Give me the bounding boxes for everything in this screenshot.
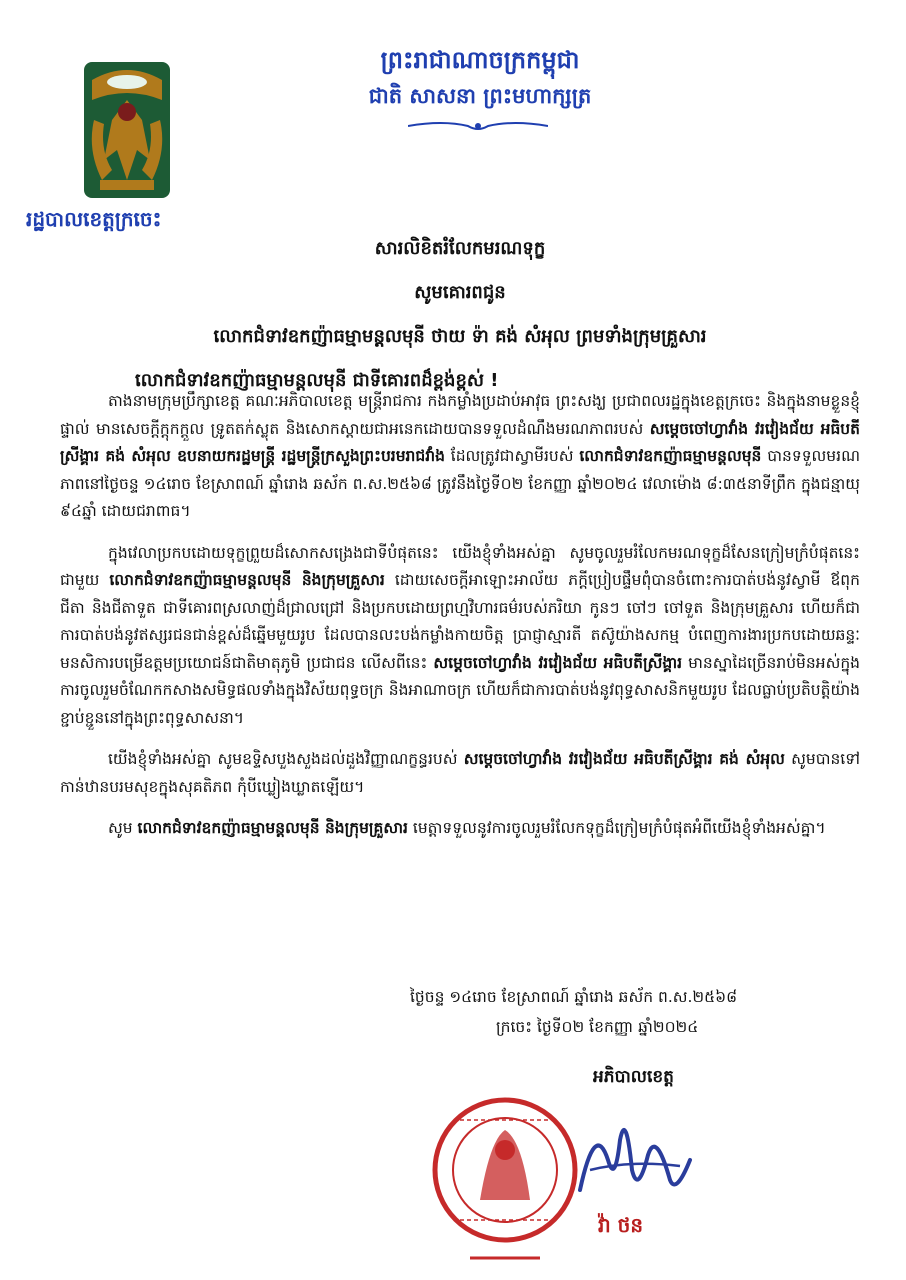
- lunar-date: ថ្ងៃចន្ទ ១៤រោច ខែស្រាពណ៍ ឆ្នាំរោង ឆស័ក ព.ស.២៥៦៨: [410, 988, 738, 1006]
- official-seal-icon: [430, 1080, 580, 1280]
- date-block: [410, 982, 737, 1042]
- bold-run: លោកជំទាវឧកញ៉ាធម្មាមន្តលមុនី និងក្រុមគ្រួសារ: [137, 819, 408, 837]
- paragraph-3: [60, 746, 860, 801]
- text-run: មានស្នាដៃច្រើនរាប់មិនអស់ក្នុងការចូលរួមចំណែកកសាងសមិទ្ធផលទាំងក្នុងវិស័យពុទ្ធចក្រ និងអាណាចក្រ ហើយក៏ជាការបាត់បង់នូវពុទ្ធសាសនិកមួយរូប ដែលធ្លាប់ប្រតិបត្តិយ៉ាងខ្ជាប់ខ្ជួននៅក្នុងព្រះពុទ្ធសាសនា។: [60, 653, 860, 727]
- text-run: តាងនាមក្រុមប្រឹក្សាខេត្ត គណៈអភិបាលខេត្ត មន្ត្រីរាជការ កងកម្លាំងប្រដាប់អាវុធ ព្រះសង្ឃ ប្រជាពលរដ្ឋក្នុងខេត្តក្រចេះ និងក្នុងនាមខ្លួនខ្ញុំផ្ទាល់ មានសេចក្តីក្តុកក្តួល ទ្រូតតក់ស្លុត និងសោកស្តាយជាអនេកដោយបានទទួលដំណឹងមរណភាពរបស់: [60, 392, 860, 438]
- respectfully-to: សូមគោរពជូន: [414, 282, 506, 303]
- kingdom-name: ព្រះរាជាណាចក្រកម្ពុជា: [380, 46, 580, 74]
- text-run: ដែលត្រូវជាស្វាមីរបស់: [444, 447, 580, 465]
- text-run: មេត្តាទទួលនូវការចូលរួមរំលែកទុក្ខដ៏ក្រៀមក្រំបំផុតអំពីយើងខ្ញុំទាំងអស់គ្នា។: [407, 819, 826, 837]
- paragraph-4: [60, 815, 860, 843]
- bold-run: សម្តេចចៅហ្វាវាំង វរវៀងជ័យ អធិបតីស្រីង្គារ: [433, 653, 683, 672]
- signature-icon: [560, 1100, 700, 1210]
- province-emblem-icon: [82, 60, 172, 200]
- text-run: សូម: [108, 819, 138, 837]
- kingdom-motto: [300, 42, 660, 114]
- governor-title: អភិបាលខេត្ត: [593, 1067, 674, 1087]
- paragraph-1: [60, 388, 860, 526]
- bold-run: លោកជំទាវឧកញ៉ាធម្មាមន្តលមុនី និងក្រុមគ្រួសារ: [109, 571, 385, 589]
- nation-religion-king: ជាតិ សាសនា ព្រះមហាក្សត្រ: [368, 84, 592, 108]
- recipient-line: លោកជំទាវឧកញ៉ាធម្មាមន្ត្តលមុនី ថាយ ទ៉ា គង់ សំអុល ព្រមទាំងក្រុមគ្រួសារ: [213, 326, 707, 347]
- text-run: សូមបានទៅកាន់ឋានបរមសុខក្នុងសុគតិភព កុំបីឃ្លៀងឃ្លាតឡើយ។: [60, 750, 860, 796]
- province-administration-label: រដ្ឋបាលខេត្តក្រចេះ: [26, 207, 162, 231]
- document-title: សារលិខិតរំលែកមរណទុក្ខ: [374, 238, 546, 259]
- signatory-name: វ៉ា ថន: [598, 1213, 644, 1237]
- paragraph-2: [60, 540, 860, 733]
- bold-run: លោកជំទាវឧកញ៉ាធម្មាមន្តលមុនី: [579, 447, 762, 465]
- bold-run: សម្តេចចៅហ្វាវាំង វរវៀងជ័យ អធិបតីស្រីង្គារ គង់ សំអុល: [463, 750, 785, 768]
- salutation-line: លោកជំទាវឧកញ៉ាធម្មាមន្តលមុនី ជាទីគោរពដ៏ខ្ពង់ខ្ពស់ !: [135, 370, 499, 391]
- letter-body: [60, 388, 860, 857]
- bold-run: សម្តេចចៅហ្វាវាំង វរវៀងជ័យ អធិបតីស្រីង្គារ គង់ សំអុល ឧបនាយករដ្ឋមន្ត្រី រដ្ឋមន្ត្រីក្រសួងព្រះបរមរាជវាំង: [60, 419, 860, 465]
- solar-date: ក្រចេះ ថ្ងៃទី០២ ខែកញ្ញា ឆ្នាំ២០២៤: [496, 1018, 699, 1036]
- letter-titles: [60, 236, 860, 394]
- text-run: បានទទួលមរណភាពនៅថ្ងៃចន្ទ ១៤រោច ខែស្រាពណ៍ ឆ្នាំរោង ឆស័ក ព.ស.២៥៦៨ ត្រូវនឹងថ្ងៃទី០២ ខែកញ្ញា ឆ្នាំ២០២៤ វេលាម៉ោង ៨:៣៥នាទីព្រឹក ក្នុងជន្មាយុ ៩៤ឆ្នាំ ដោយជរាពាធ។: [60, 447, 860, 520]
- text-run: ក្នុងវេលាប្រកបដោយទុក្ខព្រួយដ៏សោកសង្រេងជាទីបំផុតនេះ យើងខ្ញុំទាំងអស់គ្នា សូមចូលរួមរំលែកមរណទុក្ខដ៏សែនក្រៀមក្រំបំផុតនេះជាមួយ: [60, 543, 860, 589]
- text-run: ដោយសេចក្តីអាឡោះអាល័យ ភក្តីប្រៀបផ្ទឹមពុំបានចំពោះការបាត់បង់នូវស្វាមី ឪពុក ជីតា និងជីតាទួត ជាទីគោរពស្រលាញ់ដ៏ជ្រាលជ្រៅ និងប្រកបដោយព្រហ្មវិហារធម៌របស់ភរិយា កូនៗ ចៅៗ ចៅទួត និងក្រុមគ្រួសារ ហើយក៏ជាការបាត់បង់នូវឥស្សរជនជាន់ខ្ពស់ដ៏ឆ្នើមមួយរូប ដែលបានលះបង់កម្លាំងកាយចិត្ត ប្រាជ្ញាស្មារតី តស៊ូយ៉ាងសកម្ម បំពេញការងារប្រកបដោយឆន្ទៈមនសិការបម្រើឧត្តមប្រយោជន៍ជាតិមាតុភូមិ ប្រជាជន លើសពីនេះ: [60, 571, 860, 672]
- ornament-divider-icon: [408, 118, 548, 134]
- text-run: យើងខ្ញុំទាំងអស់គ្នា សូមឧទ្ទិសបួងសួងដល់ដួងវិញ្ញាណក្ខន្ធរបស់: [108, 750, 464, 768]
